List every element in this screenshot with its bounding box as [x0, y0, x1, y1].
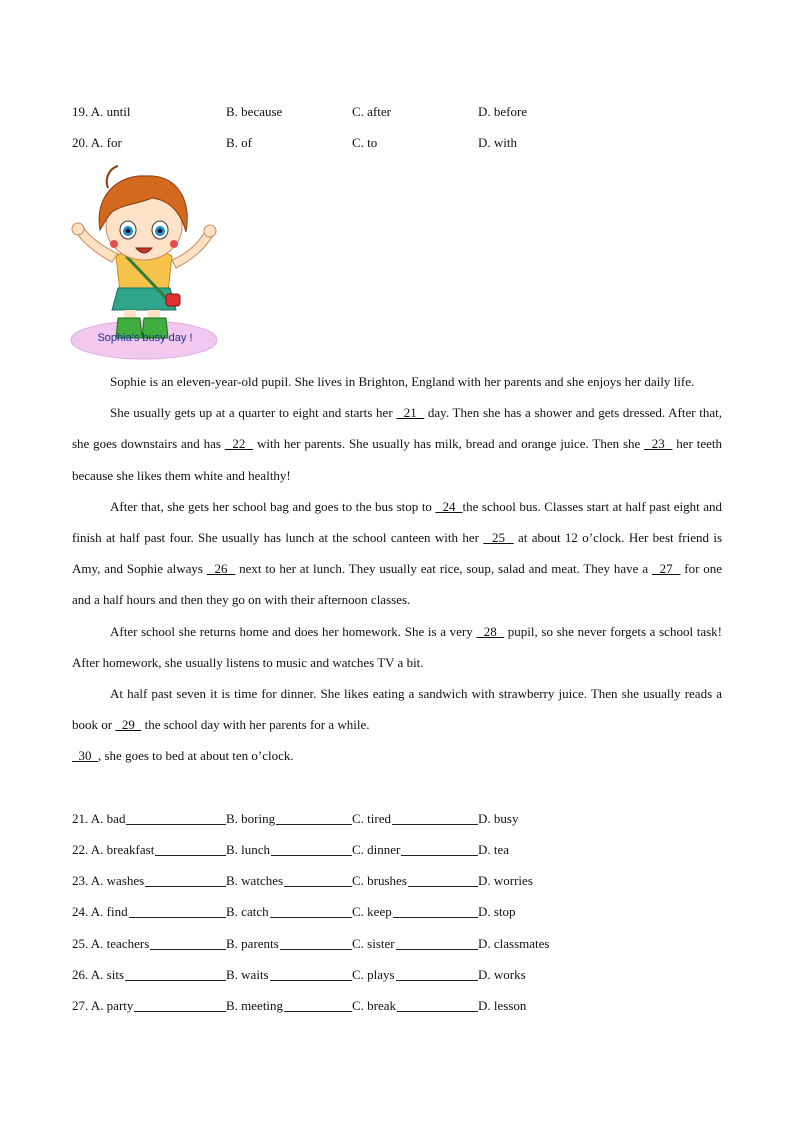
blank-21: 21 [396, 405, 425, 421]
paragraph-2: She usually gets up at a quarter to eight and starts her 21 day. Then she has a shower and gets dressed. After that, she goes downstairs and has 22 with her parents. She usually has milk, bread and orange juice. Then she 23 her teeth because she likes them white and healthy! [72, 405, 723, 483]
option-21-d: D. busy [478, 811, 519, 826]
option-24-a: 24. A. find [72, 903, 226, 921]
paragraph-6: 30 , she goes to bed at about ten o’clock. [72, 748, 294, 764]
option-23-a: 23. A. washes [72, 872, 226, 890]
option-24-c: C. keep [352, 903, 478, 921]
option-19-d: D. before [478, 104, 528, 119]
option-20-d: D. with [478, 135, 517, 150]
option-25-d: D. classmates [478, 936, 550, 951]
question-19-options [72, 103, 732, 121]
option-25-b: B. parents [226, 935, 352, 953]
option-26-c: C. plays [352, 966, 478, 984]
cartoon-girl-image [68, 160, 224, 360]
option-23-c: C. brushes [352, 872, 478, 890]
blank-22: 22 [224, 436, 254, 452]
option-24-d: D. stop [478, 904, 516, 919]
option-22-a: 22. A. breakfast [72, 841, 226, 859]
question-23-options [72, 872, 732, 890]
option-26-b: B. waits [226, 966, 352, 984]
option-23-b: B. watches [226, 872, 352, 890]
blank-23: 23 [644, 436, 673, 452]
blank-30: 30 [72, 748, 98, 764]
option-21-a: 21. A. bad [72, 810, 226, 828]
option-26-a: 26. A. sits [72, 966, 226, 984]
option-19-b: B. because [226, 104, 283, 119]
option-21-b: B. boring [226, 810, 352, 828]
question-25-options [72, 935, 732, 953]
sophia-illustration [68, 160, 224, 360]
paragraph-3: After that, she gets her school bag and goes to the bus stop to 24 the school bus. Classes start at half past eight and finish at half past four. She usually has lunch at the school canteen with her 25 at about 12 o’clock. Her best friend is Amy, and Sophie always 26 next to her at lunch. They usually eat rice, soup, salad and meat. They have a 27 for one and a half hours and then they go on with their afternoon classes. [72, 498, 723, 608]
option-22-b: B. lunch [226, 841, 352, 859]
blank-29: 29 [115, 717, 142, 733]
reading-passage [72, 366, 722, 772]
option-22-c: C. dinner [352, 841, 478, 859]
option-19-a: 19. A. until [72, 104, 131, 119]
option-27-d: D. lesson [478, 998, 527, 1013]
option-27-b: B. meeting [226, 997, 352, 1015]
question-21-options [72, 810, 732, 828]
option-19-c: C. after [352, 104, 391, 119]
option-26-d: D. works [478, 967, 526, 982]
option-20-a: 20. A. for [72, 135, 122, 150]
question-24-options [72, 903, 732, 921]
paragraph-5: At half past seven it is time for dinner. She likes eating a sandwich with strawberry juice. Then she usually reads a book or 29 the school day with her parents for a while. [72, 686, 722, 733]
option-27-a: 27. A. party [72, 997, 226, 1015]
option-25-a: 25. A. teachers [72, 935, 226, 953]
question-27-options [72, 997, 732, 1015]
option-20-b: B. of [226, 135, 252, 150]
illustration-caption: Sophia's busy day ! [97, 332, 193, 344]
blank-26: 26 [206, 561, 236, 577]
question-22-options [72, 841, 732, 859]
option-22-d: D. tea [478, 842, 510, 857]
option-23-d: D. worries [478, 873, 533, 888]
blank-24: 24 [435, 498, 463, 514]
blank-27: 27 [651, 561, 681, 577]
blank-25: 25 [483, 530, 514, 546]
option-25-c: C. sister [352, 935, 478, 953]
question-26-options [72, 966, 732, 984]
option-24-b: B. catch [226, 903, 352, 921]
option-20-c: C. to [352, 135, 378, 150]
question-20-options [72, 134, 732, 152]
option-27-c: C. break [352, 997, 478, 1015]
paragraph-1: Sophie is an eleven-year-old pupil. She lives in Brighton, England with her parents and she enjoys her daily life. [110, 374, 695, 389]
paragraph-4: After school she returns home and does her homework. She is a very 28 pupil, so she never forgets a school task! After homework, she usually listens to music and watches TV a bit. [72, 623, 722, 670]
option-21-c: C. tired [352, 810, 478, 828]
blank-28: 28 [476, 623, 505, 639]
